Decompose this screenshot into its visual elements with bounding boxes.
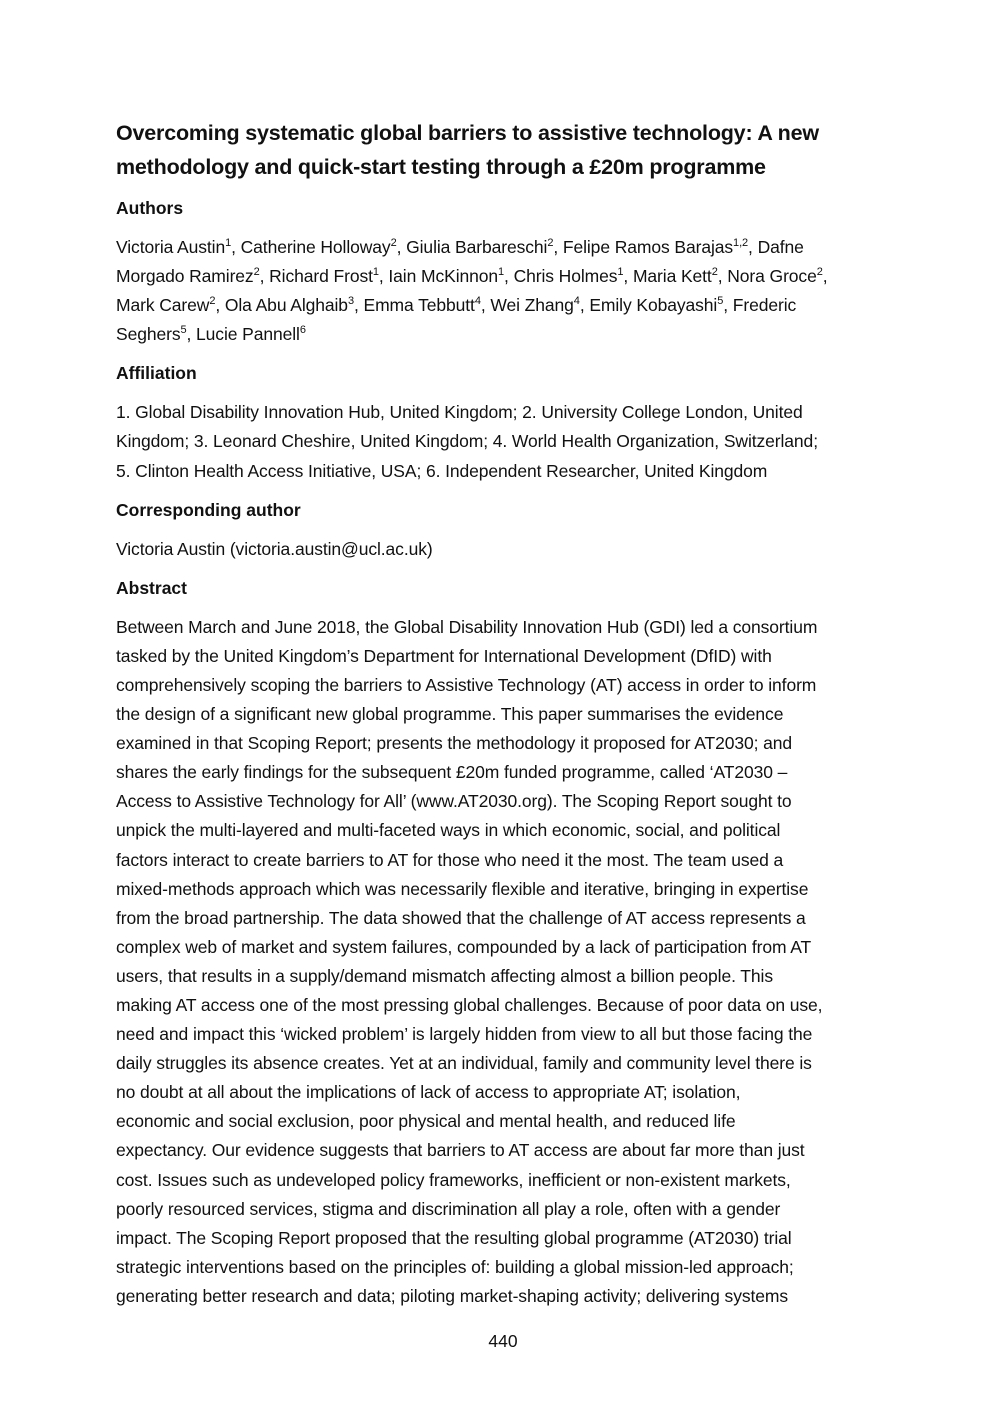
author-name: , Lucie Pannell xyxy=(186,324,300,345)
abstract-line: strategic interventions based on the principles of: building a global mission-led approach; xyxy=(116,1256,794,1277)
author-name: Mark Carew xyxy=(116,295,210,316)
author-name: , Emily Kobayashi xyxy=(579,295,718,316)
abstract-heading: Abstract xyxy=(116,577,187,598)
author-name: , Richard Frost xyxy=(259,266,373,287)
affiliation-marker: 2 xyxy=(547,237,554,249)
authors-line xyxy=(116,262,894,291)
affiliation-marker: 4 xyxy=(474,295,481,308)
authors-line xyxy=(116,291,894,320)
author-name: , Giulia Barbareschi xyxy=(396,237,548,257)
authors-line xyxy=(116,320,894,349)
affiliation-marker: 5 xyxy=(180,324,187,337)
author-name: , Maria Kett xyxy=(623,266,712,287)
authors-list xyxy=(116,233,894,349)
author-name: , xyxy=(822,266,828,287)
abstract-line: generating better research and data; piloting market-shaping activity; delivering systems xyxy=(116,1285,789,1306)
abstract-line: making AT access one of the most pressing global challenges. Because of poor data on use, xyxy=(116,994,823,1015)
corresponding-author-line: Victoria Austin (victoria.austin@ucl.ac.uk) xyxy=(116,538,433,559)
author-name: , Ola Abu Alghaib xyxy=(215,295,348,316)
affiliation-marker: 2 xyxy=(711,266,718,279)
authors-line xyxy=(116,233,894,262)
abstract-line: factors interact to create barriers to AT for those who need it the most. The team used a xyxy=(116,849,784,870)
abstract-line: impact. The Scoping Report proposed that the resulting global programme (AT2030) trial xyxy=(116,1227,792,1248)
abstract-line: Access to Assistive Technology for All’ (www.AT2030.org). The Scoping Report sought to xyxy=(116,791,792,812)
corresponding-author-text xyxy=(116,535,894,564)
affiliation-marker: 1 xyxy=(617,266,624,279)
affiliation-line: 5. Clinton Health Access Initiative, USA; 6. Independent Researcher, United Kingdom xyxy=(116,460,768,481)
abstract-line: no doubt at all about the implications of lack of access to appropriate AT; isolation, xyxy=(116,1082,741,1103)
affiliation-marker: 2 xyxy=(390,237,397,249)
author-name: , Dafne xyxy=(748,237,804,257)
title-line: methodology and quick-start testing through a £20m programme xyxy=(116,155,766,179)
abstract-line: complex web of market and system failures, compounded by a lack of participation from AT xyxy=(116,936,812,957)
author-name: , Frederic xyxy=(723,295,797,316)
affiliation-marker: 2 xyxy=(816,266,823,279)
affiliation-line: 1. Global Disability Innovation Hub, United Kingdom; 2. University College London, United xyxy=(116,402,803,423)
author-name: , Felipe Ramos Barajas xyxy=(553,237,734,257)
affiliation-marker: 5 xyxy=(717,295,724,308)
abstract-line: comprehensively scoping the barriers to Assistive Technology (AT) access in order to inform xyxy=(116,674,817,695)
affiliation-line: Kingdom; 3. Leonard Cheshire, United Kingdom; 4. World Health Organization, Switzerland; xyxy=(116,431,818,452)
author-name: Morgado Ramirez xyxy=(116,266,254,287)
abstract-line: from the broad partnership. The data showed that the challenge of AT access represents a xyxy=(116,907,806,928)
affiliation-marker: 2 xyxy=(209,295,216,308)
paper-title xyxy=(116,116,894,184)
corresponding-author-heading: Corresponding author xyxy=(116,499,301,520)
authors-heading: Authors xyxy=(116,198,184,218)
author-name: , Emma Tebbutt xyxy=(353,295,475,316)
affiliation-marker: 1 xyxy=(498,266,505,279)
abstract-line: need and impact this ‘wicked problem’ is largely hidden from view to all but those facing the xyxy=(116,1024,813,1045)
affiliation-marker: 6 xyxy=(299,324,306,337)
abstract-line: tasked by the United Kingdom’s Department for International Development (DfID) with xyxy=(116,645,772,666)
abstract-text xyxy=(116,613,894,1311)
abstract-line: examined in that Scoping Report; presents the methodology it proposed for AT2030; and xyxy=(116,733,793,754)
author-name: Victoria Austin xyxy=(116,237,226,257)
abstract-line: expectancy. Our evidence suggests that barriers to AT access are about far more than just xyxy=(116,1140,805,1161)
title-line: Overcoming systematic global barriers to assistive technology: A new xyxy=(116,121,819,145)
author-name: , Chris Holmes xyxy=(504,266,618,287)
author-name: , Iain McKinnon xyxy=(378,266,499,287)
abstract-line: mixed-methods approach which was necessarily flexible and iterative, bringing in expertise xyxy=(116,878,809,899)
affiliation-marker: 1 xyxy=(372,266,379,279)
abstract-line: shares the early findings for the subsequent £20m funded programme, called ‘AT2030 – xyxy=(116,762,788,783)
paper-page xyxy=(116,116,894,1321)
abstract-line: cost. Issues such as undeveloped policy frameworks, inefficient or non-existent markets, xyxy=(116,1169,791,1190)
affiliation-marker: 2 xyxy=(253,266,260,279)
affiliation-marker: 3 xyxy=(347,295,354,308)
affiliation-marker: 1 xyxy=(225,237,232,249)
abstract-line: Between March and June 2018, the Global Disability Innovation Hub (GDI) led a consortium xyxy=(116,616,818,637)
affiliation-heading: Affiliation xyxy=(116,363,197,384)
author-name: , Catherine Holloway xyxy=(231,237,391,257)
author-name: , Wei Zhang xyxy=(480,295,574,316)
abstract-line: daily struggles its absence creates. Yet at an individual, family and community level there is xyxy=(116,1053,812,1074)
author-name: , Nora Groce xyxy=(717,266,817,287)
abstract-line: users, that results in a supply/demand mismatch affecting almost a billion people. This xyxy=(116,965,773,986)
page-number: 440 xyxy=(488,1331,518,1351)
abstract-line: economic and social exclusion, poor physical and mental health, and reduced life xyxy=(116,1111,736,1132)
abstract-line: unpick the multi-layered and multi-faceted ways in which economic, social, and political xyxy=(116,820,781,841)
affiliation-text xyxy=(116,398,894,485)
abstract-line: the design of a significant new global programme. This paper summarises the evidence xyxy=(116,704,784,725)
affiliation-marker: 4 xyxy=(573,295,580,308)
abstract-line: poorly resourced services, stigma and discrimination all play a role, often with a gender xyxy=(116,1198,781,1219)
affiliation-marker: 1,2 xyxy=(733,237,749,249)
author-name: Seghers xyxy=(116,324,181,345)
